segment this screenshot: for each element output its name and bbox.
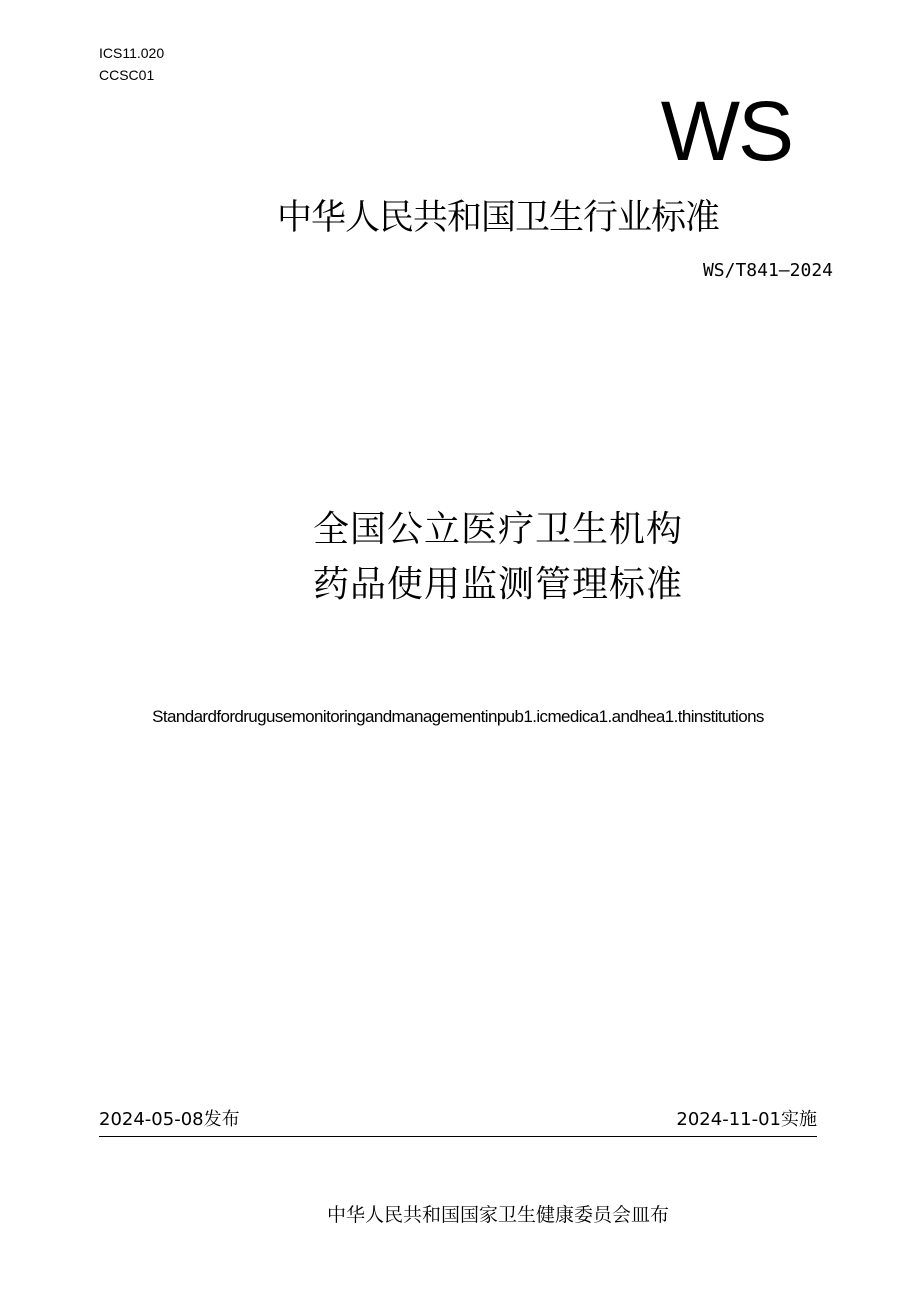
ics-code: ICS11.020: [99, 45, 165, 61]
ws-standard-mark: WS: [660, 84, 792, 178]
document-title-cn-line1: 全国公立医疗卫生机构: [312, 509, 683, 550]
standard-category-title: 中华人民共和国卫生行业标准: [276, 198, 719, 238]
date-row: [99, 1108, 817, 1137]
publisher: 中华人民共和国国家卫生健康委员会皿布: [326, 1204, 669, 1226]
document-title-cn-line2: 药品使用监测管理标准: [312, 564, 683, 605]
document-title-en: Standardfordrugusemonitoringandmanagementinpub1.icmedica1.andhea1.thinstitutions: [152, 707, 764, 726]
standard-code: WS/T841—2024: [702, 260, 833, 281]
issue-date: 2024-05-08发布: [99, 1109, 240, 1130]
implementation-date: 2024-11-01实施: [676, 1109, 817, 1130]
ccs-code: CCSC01: [99, 67, 155, 83]
